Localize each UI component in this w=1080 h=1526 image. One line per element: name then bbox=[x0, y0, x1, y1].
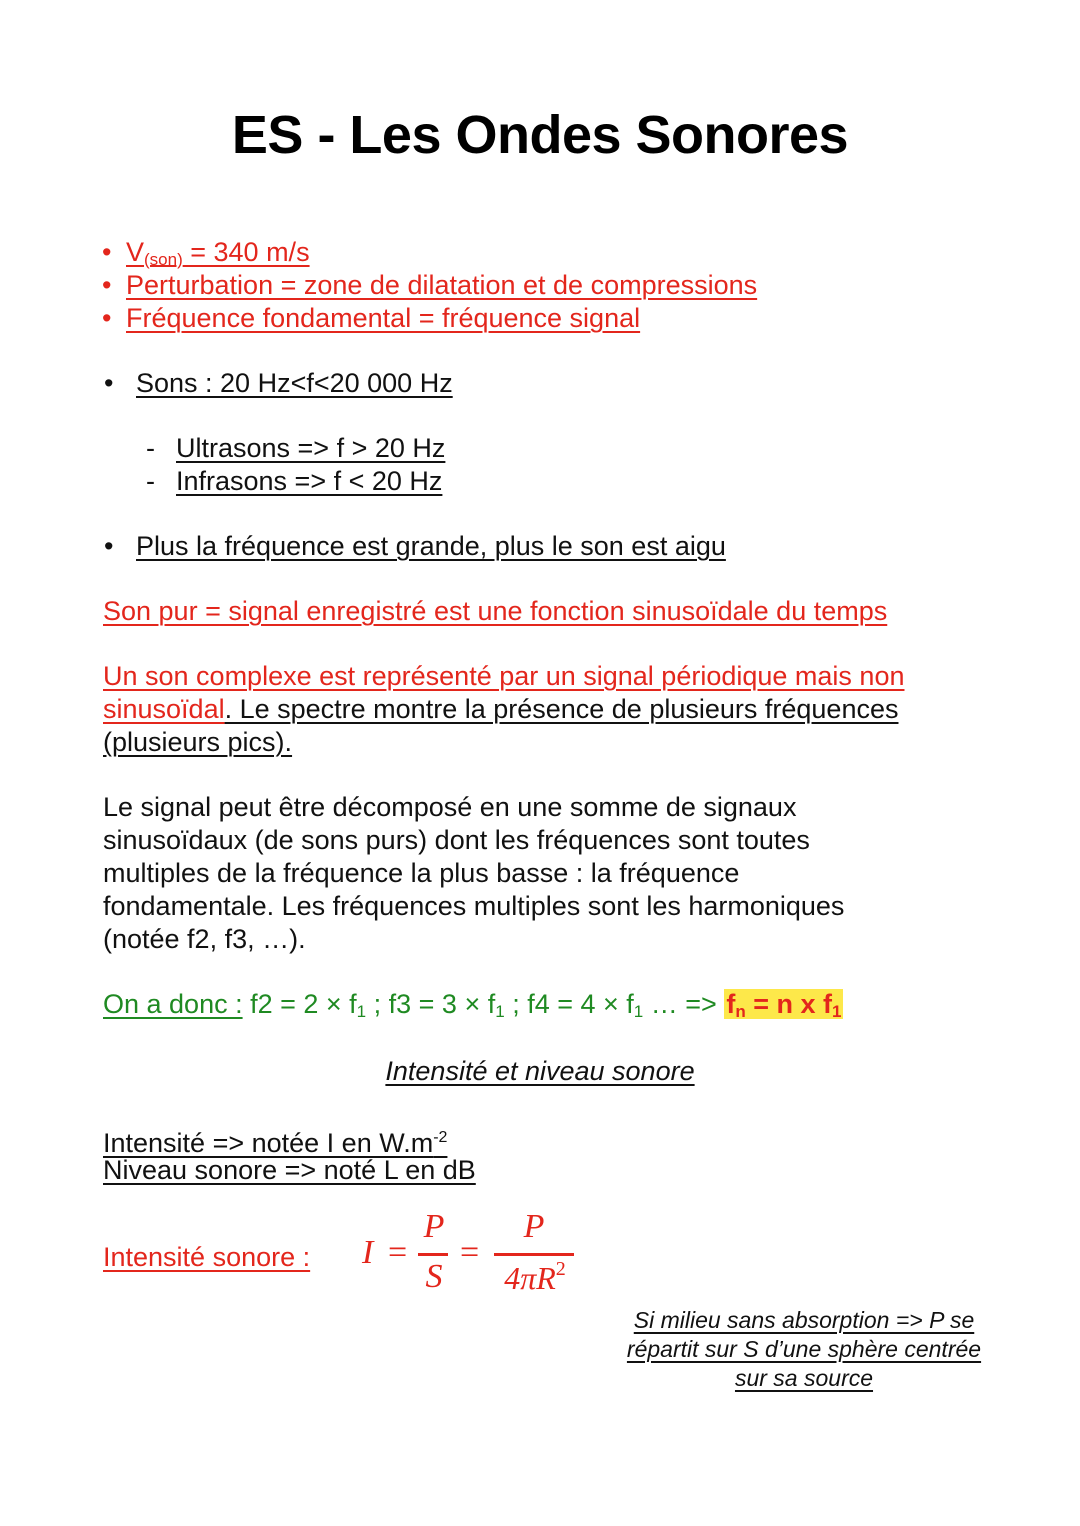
absorption-note-text: Si milieu sans absorption => P se répartit sur S d’une sphère centrée sur sa source bbox=[626, 1307, 982, 1391]
formula-den-1: S bbox=[425, 1258, 443, 1295]
decompose-line-1: Le signal peut être décomposé en une somme de signaux bbox=[103, 792, 797, 822]
donc-sub: 1 bbox=[633, 1002, 644, 1021]
complexe-line-1: Un son complexe est représenté par un signal périodique mais non bbox=[103, 661, 905, 691]
speed-value: = 340 m/s bbox=[182, 237, 310, 267]
bullet-dot: • bbox=[102, 237, 112, 267]
aigu-text: Plus la fréquence est grande, plus le son est aigu bbox=[136, 531, 726, 561]
bullet-aigu bbox=[104, 530, 726, 563]
decompose-line-5: (notée f2, f3, …). bbox=[103, 924, 306, 954]
hl-f: f bbox=[726, 989, 736, 1019]
infrasons-text: Infrasons => f < 20 Hz bbox=[176, 466, 443, 496]
complexe-sinusoidal: sinusoïdal bbox=[103, 694, 225, 724]
formula-den-2-exp: 2 bbox=[555, 1258, 566, 1280]
page-title: ES - Les Ondes Sonores bbox=[231, 105, 849, 165]
formula-lhs: I bbox=[362, 1234, 374, 1271]
donc-f2: f2 = 2 × f bbox=[242, 989, 357, 1019]
son-pur-line: Son pur = signal enregistré est une fonction sinusoïdale du temps bbox=[103, 596, 888, 626]
formula-eq-1: = bbox=[388, 1234, 408, 1271]
niveau-def: Niveau sonore => noté L en dB bbox=[103, 1155, 476, 1185]
speed-subscript: (son) bbox=[144, 250, 183, 269]
bullet-dot: • bbox=[104, 368, 114, 398]
donc-line bbox=[103, 988, 843, 1028]
formula-bar-1 bbox=[418, 1253, 448, 1256]
hl-mid: = n x f bbox=[745, 989, 832, 1019]
complexe-line-3: (plusieurs pics). bbox=[103, 727, 293, 757]
perturbation-text: Perturbation = zone de dilatation et de compressions bbox=[126, 270, 758, 300]
hl-sub-n: n bbox=[735, 1002, 746, 1021]
section-title-text: Intensité et niveau sonore bbox=[385, 1056, 695, 1086]
dash-ultrasons bbox=[146, 432, 445, 465]
formula-num-2: P bbox=[523, 1208, 545, 1245]
decompose-line-4: fondamentale. Les fréquences multiples sont les harmoniques bbox=[103, 891, 845, 921]
donc-f4: ; f4 = 4 × f bbox=[504, 989, 634, 1019]
dash-infrasons bbox=[146, 465, 442, 498]
dash-mark: - bbox=[146, 466, 155, 496]
donc-label: On a donc : bbox=[103, 989, 243, 1019]
formula-bar-2 bbox=[494, 1253, 574, 1256]
sons-text: Sons : 20 Hz<f<20 000 Hz bbox=[136, 368, 453, 398]
formula-den-2 bbox=[490, 1258, 580, 1297]
bullet-perturbation bbox=[102, 269, 757, 302]
bullet-frequence bbox=[102, 302, 640, 335]
bullet-sons bbox=[104, 367, 453, 400]
hl-sub-1: 1 bbox=[831, 1002, 842, 1021]
bullet-dot: • bbox=[102, 303, 112, 333]
bullet-dot: • bbox=[104, 531, 114, 561]
highlighted-formula bbox=[724, 989, 843, 1019]
decompose-line-3: multiples de la fréquence la plus basse : la fréquence bbox=[103, 858, 740, 888]
complexe-line-2 bbox=[103, 693, 898, 726]
donc-arrow: … => bbox=[643, 989, 725, 1019]
section-title bbox=[0, 1055, 1080, 1088]
complexe-spectre: . Le spectre montre la présence de plusieurs fréquences bbox=[224, 694, 899, 724]
donc-sub: 1 bbox=[495, 1002, 505, 1021]
donc-sub: 1 bbox=[356, 1002, 367, 1021]
intensite-exponent: -2 bbox=[433, 1129, 448, 1146]
formula-eq-2: = bbox=[460, 1234, 480, 1271]
dash-mark: - bbox=[146, 433, 155, 463]
ultrasons-text: Ultrasons => f > 20 Hz bbox=[176, 433, 446, 463]
bullet-dot: • bbox=[102, 270, 112, 300]
frequence-text: Fréquence fondamental = fréquence signal bbox=[126, 303, 641, 333]
intensite-def-text: Intensité => notée I en W.m bbox=[103, 1128, 434, 1158]
intensite-sonore-label: Intensité sonore : bbox=[103, 1242, 311, 1272]
formula-den-2-base: 4πR bbox=[504, 1260, 556, 1296]
formula-num-1: P bbox=[423, 1208, 445, 1245]
decompose-line-2: sinusoïdaux (de sons purs) dont les fréquences sont toutes bbox=[103, 825, 810, 855]
absorption-note bbox=[614, 1306, 994, 1393]
speed-symbol: V bbox=[126, 237, 145, 267]
donc-f3: ; f3 = 3 × f bbox=[366, 989, 496, 1019]
